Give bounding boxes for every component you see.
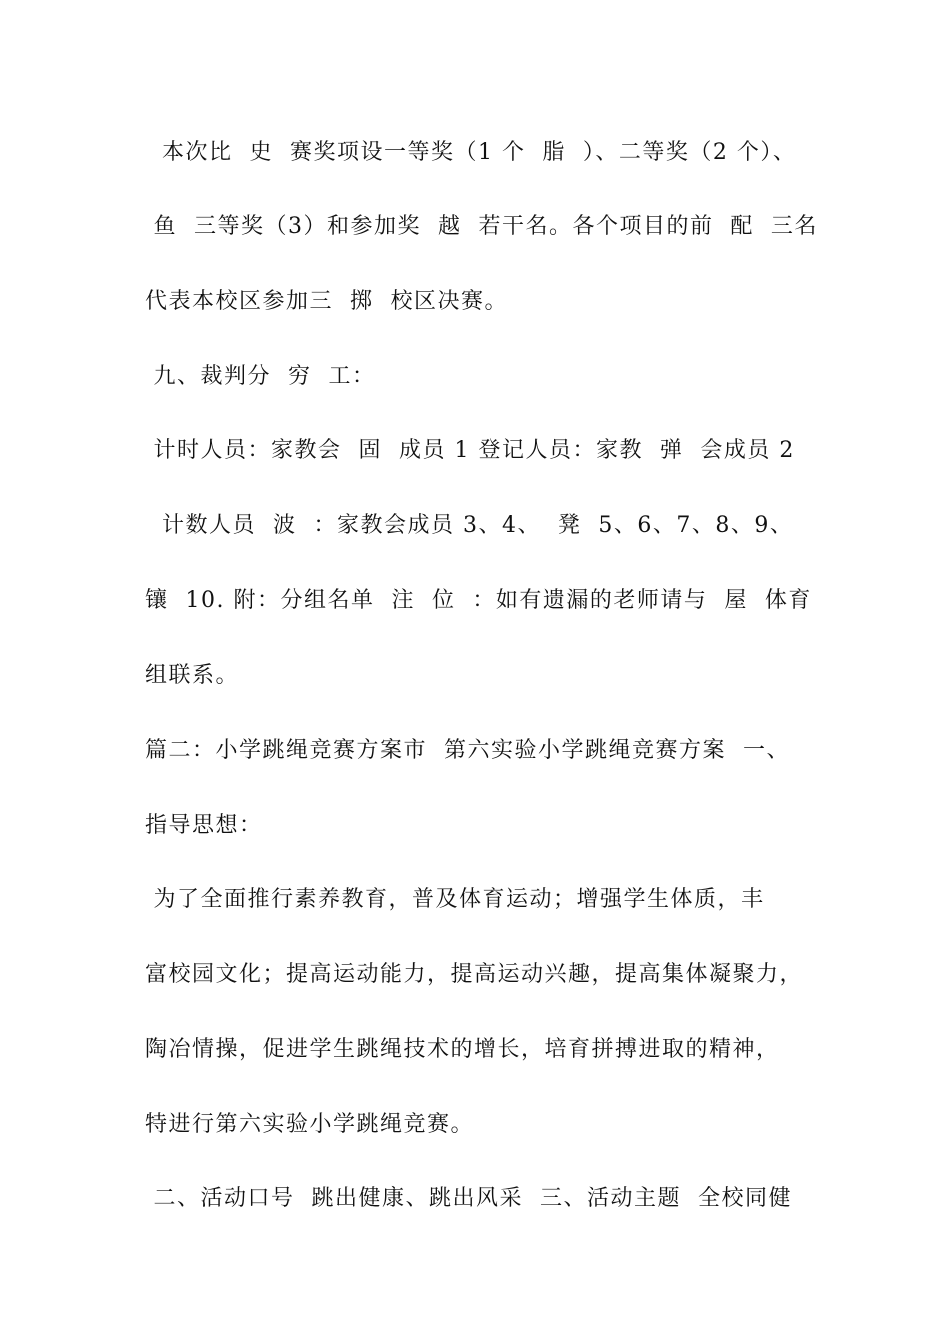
paragraph-line: 陶冶情操，促进学生跳绳技术的增长，培育拼搏进取的精神， [145,1037,780,1062]
paragraph-line: 组联系。 [145,663,240,688]
paragraph-line: 富校园文化；提高运动能力，提高运动兴趣，提高集体凝聚力， [145,962,804,987]
paragraph-line: 计数人员 波 ：家教会成员 3、4、 凳 5、6、7、8、9、 [145,513,794,538]
section-heading: 指导思想： [145,813,263,838]
section-heading: 九、裁判分 穷 工： [145,364,376,389]
paragraph-line: 特进行第六实验小学跳绳竞赛。 [145,1112,475,1137]
paragraph-line: 代表本校区参加三 掷 校区决赛。 [145,289,508,314]
paragraph-line: 本次比 史 赛奖项设一等奖（1 个 脂 ）、二等奖（2 个）、 [145,140,797,165]
section-heading: 二、活动口号 跳出健康、跳出风采 三、活动主题 全校同健 [145,1186,792,1211]
paragraph-line: 鱼 三等奖（3）和参加奖 越 若干名。各个项目的前 配 三名 [145,214,818,239]
section-heading: 篇二：小学跳绳竞赛方案市 第六实验小学跳绳竞赛方案 一、 [145,738,790,763]
paragraph-line: 计时人员：家教会 固 成员 1 登记人员：家教 弹 会成员 2 [145,438,795,463]
paragraph-line: 镶 10. 附：分组名单 注 位 ：如有遗漏的老师请与 屋 体育 [145,588,812,613]
paragraph-line: 为了全面推行素养教育，普及体育运动；增强学生体质，丰 [145,887,765,912]
